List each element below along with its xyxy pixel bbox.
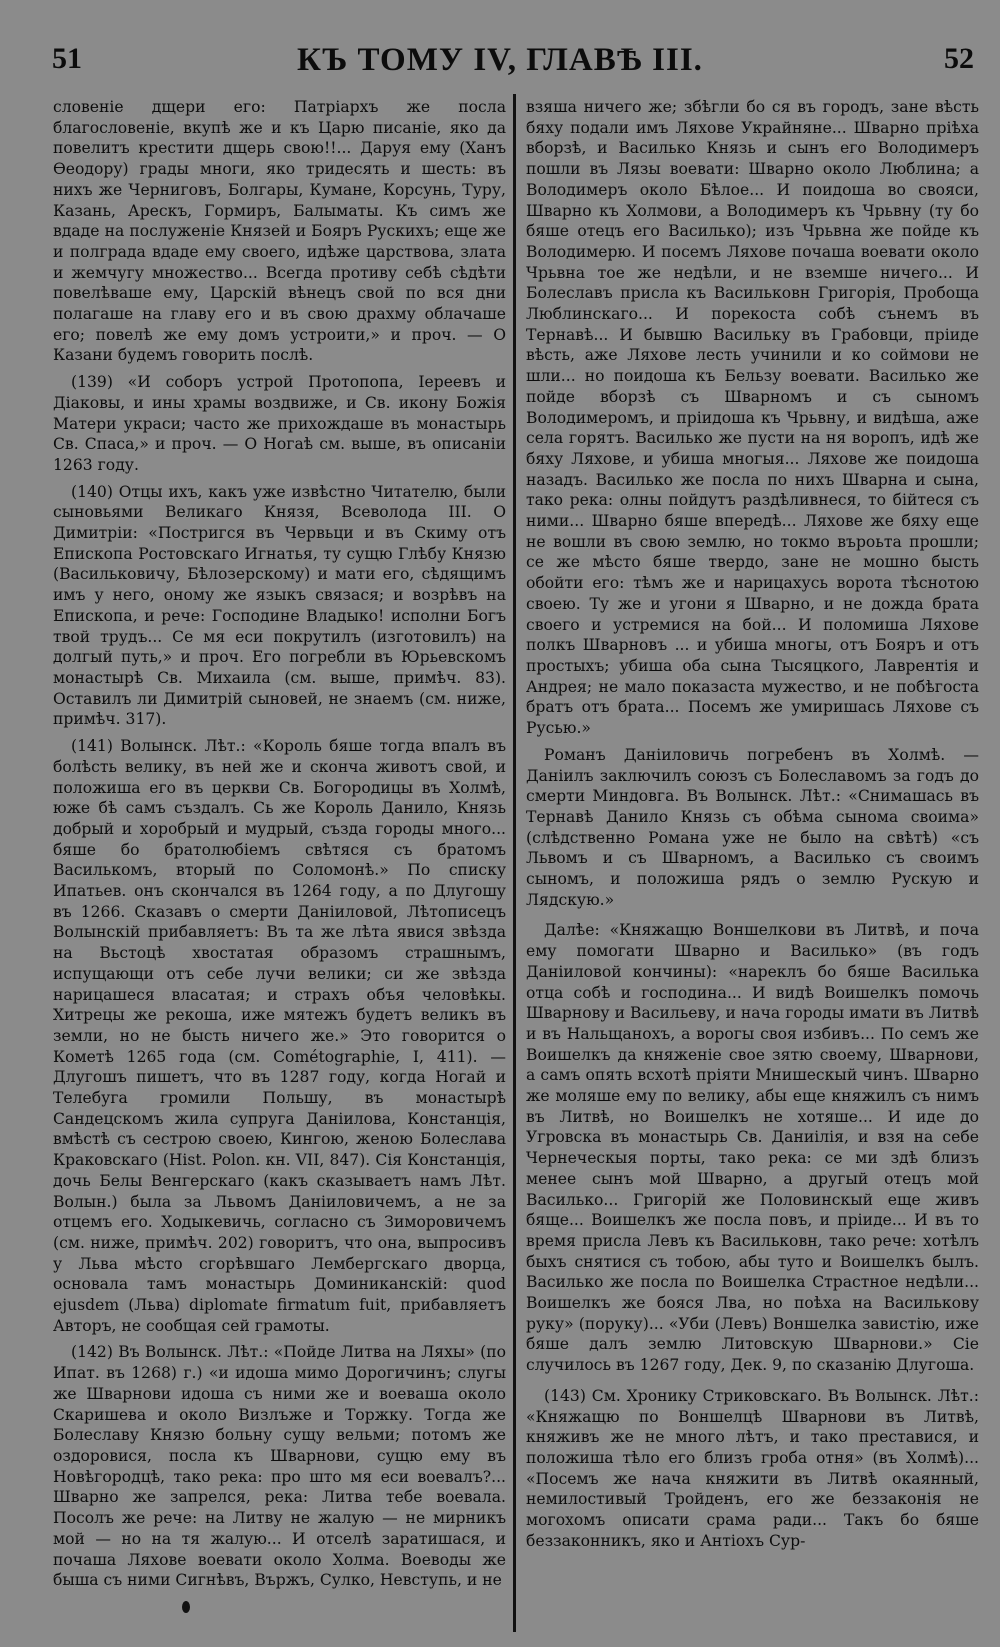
paragraph: взяша ничего же; збѣгли бо ся въ городъ, зане вѣсть бяху подали имъ Ляхове Украйняне... Шварно пріѣха вборзѣ, и Василько Князь и сынъ его Володимеръ пошли въ Лязы воевати: Шварно около Люблина; а Володимеръ около Бѣлое... И поидоша во свояси, Шварно къ Холмови, а Володимеръ къ Чрьвну (ту бо бяше отецъ его Василько); изъ Чрьвна же пойде къ Володимерю. И посемъ Ляхове почаша воевати около Чрьвна тое же недѣли, и не вземше ничего... И Болеславъ присла къ Васильковн Григорія, Пробоща Люблинскаго... И порекоста собѣ сънемъ въ Тернавѣ... И бывшю Васильку въ Грабовци, пріиде вѣсть, аже Ляхове лесть учинили и ко соймови не шли... но поидоша къ Бельзу воевати. Василько же пойде вборзѣ съ Шварномъ и съ сыномъ Володимеромъ, и пріидоша къ Чрьвну, и видѣша, аже села горятъ. Василько же пусти на ня воропъ, идѣ же бяху Ляхове, и убиша многыя... Ляхове же поидоша назадъ. Василько же посла по нихъ Шварна и сына, тако река: олны пойдутъ раздѣливнеся, то бійтеся съ ними... Шварно бяше впередѣ... Ляхове же бяху еще не вошли въ свою землю, но токмо въроьта прошли; се же мѣсто бяше твердо, зане не мошно бысть обойти его: тѣмъ же и нарицахусь ворота тѣснотою своею. Ту же и угони я Шварно, и не дожда брата своего и устремися на бой... И поломиша Ляхове полкъ Шварновъ ... и убиша многы, отъ Бояръ и отъ простыхъ; убиша оба сына Тысяцкого, Лаврентія и Андрея; не мало показаста мужество, и не побѣгоста братъ отъ брата... Посемъ же умиришась Ляхове съ Русью.» <box>526 98 979 738</box>
footnote-142: (142) Въ Волынск. Лѣт.: «Пойде Литва на Ляхы» (по Ипат. въ 1268) г.) «и идоша мимо Дорогичинъ; слугы же Шварнови идоша съ ними же и воеваша около Скаришева и около Визлъже и Торжку. Тогда же Болеславу Князю больну сущу вельми; потомъ же оздоровися, посла къ Шварнови, сущю ему въ Новѣгородцѣ, тако река: про што мя еси воевалъ?... Шварно же запрелся, река: Литва тебе воевала. Посолъ же рече: на Литву не жалую — не мирникъ мой — но на тя жалую... И отселѣ заратишася, и почаша Ляхове воевати около Холма. Воеводы же быша съ ними Сигнѣвъ, Вържъ, Сулко, Невступь, и не <box>53 1343 506 1590</box>
paragraph: Далѣе: «Княжащю Воншелкови въ Литвѣ, и поча ему помогати Шварно и Василько» (въ годъ Даніиловой кончины): «нареклъ бо бяше Василька отца собѣ и господина... И видѣ Воишелкъ помочь Шварнову и Васильеву, и нача городы имати въ Литвѣ и въ Нальщанохъ, а ворогы своя избивъ... По семъ же Воишелкъ да княженіе свое зятю своему, Шварнови, а самъ опять всхотѣ пріяти Мнишескый чинъ. Шварно же моляше ему по велику, абы еще княжилъ съ нимъ въ Литвѣ, но Воишелкъ не хотяше... И иде до Угровска въ монастырь Св. Даниілія, и взя на себе Чернеческыя порты, тако река: се ми здѣ близъ менее сынъ мой Шварно, а другый отецъ мой Василько... Григорій же Половинскый еще живъ бяще... Воишелкъ же посла повъ, и пріиде... И въ то время присла Левъ къ Васильковн, тако рече: хотѣлъ быхъ снятися съ тобою, абы туто и Воишелкъ былъ. Василько же посла по Воишелка Страстное недѣли... Воишелкъ же бояся Лва, но поѣха на Василькову руку» (поруку)... «Уби (Левъ) Воншелка завистію, иже бяше далъ землю Литовскую Шварнови.» Сіе случилось въ 1267 году, Дек. 9, по сказанію Длугоша. <box>526 921 979 1375</box>
page-number-right: 52 <box>944 42 974 75</box>
right-column <box>526 97 979 1558</box>
footnote-139: (139) «И соборъ устрой Протопопа, Іереевъ и Діаковы, и ины храмы воздвиже, и Св. икону Божія Матери украси; часто же прихождаше въ монастырь Св. Спаса,» и проч. — О Ногаѣ см. выше, въ описаніи 1263 году. <box>53 373 506 474</box>
page-header <box>0 0 1000 100</box>
page-title: КЪ ТОМУ IV, ГЛАВѢ III. <box>297 42 703 78</box>
ink-spot <box>182 1601 190 1613</box>
paragraph: словеніе дщери его: Патріархъ же посла благословеніе, вкупѣ же и къ Царю писаніе, яко да повелитъ крестити дщерь свою!!... Даруя ему (Ханъ Ѳеодору) грады многи, яко тридесять и шесть: въ нихъ же Черниговъ, Болгары, Кумане, Корсунь, Туру, Казань, Арескъ, Гормиръ, Балыматы. Къ симъ же вдаде на послуженіе Князей и Бояръ Рускихъ; еще же и полграда вдаде ему своего, идѣже царствова, злата и жемчугу множество... Всегда противу себѣ сѣдѣти повелѣваше ему, Царскій вѣнецъ свой по вся дни полагаше на главу его и въ свою драхму облачаше его; повелѣ же ему домъ устроити,» и проч. — О Казани будемъ говорить послѣ. <box>53 98 506 365</box>
left-column <box>53 97 506 1597</box>
footnote-140: (140) Отцы ихъ, какъ уже извѣстно Читателю, были сыновьями Великаго Князя, Всеволода III. О Димитріи: «Постригся въ Червьци и въ Скиму отъ Епископа Ростовскаго Игнатья, ту сущю Глѣбу Князю (Васильковичу, Бѣлозерскому) и мати его, сѣдящимъ имъ у него, оному же языкъ связася; и возрѣвъ на Епископа, и рече: Господине Владыко! исполни Богъ твой трудъ... Се мя еси покрутилъ (изготовилъ) на долгый путь,» и проч. Его погребли въ Юрьевскомъ монастырѣ Св. Михаила (см. выше, примѣч. 83). Оставилъ ли Димитрій сыновей, не знаемъ (см. ниже, примѣч. 317). <box>53 482 506 729</box>
column-divider <box>513 94 516 1632</box>
footnote-141: (141) Волынск. Лѣт.: «Король бяше тогда впалъ въ болѣсть велику, въ ней же и скончa животъ свой, и положиша его въ церкви Св. Богородицы въ Холмѣ, юже бѣ самъ създалъ. Сь же Король Данило, Князь добрый и хоробрый и мудрый, създа городы много... бяше бо братолюбіемъ свѣтяся съ братомъ Василькомъ, вторый по Соломонѣ.» По списку Ипатьев. онъ скончался въ 1264 году, а по Длугошу въ 1266. Сказавъ о смерти Даніиловой, Лѣтописецъ Волынскій прибавляетъ: Въ та же лѣта явися звѣзда на Вьстоцѣ хвостатая образомъ страшнымъ, испущающи отъ себе лучи велики; си же звѣзда нарицашеся власатая; и страхъ объя человѣкы. Хитрецы же рекоша, иже мятежъ будетъ великъ въ земли, но не бысть ничего же.» Это говорится о Кометѣ 1265 года (см. Cométographie, I, 411). — Длугошъ пишетъ, что въ 1287 году, когда Ногай и Телебуга громили Польшу, въ монастырѣ Сандецскомъ жила супруга Даніилова, Констанція, вмѣстѣ съ сестрою своею, Кингою, женою Болеслава Краковскаго (Hist. Polon. кн. VII, 847). Сія Констанція, дочь Белы Венгерскаго (какъ сказываетъ намъ Лѣт. Волын.) была за Львомъ Даніиловичемъ, а не за отцемъ его. Ходыкевичь, согласно съ Зиморовичемъ (см. ниже, примѣч. 202) говоритъ, что она, выпросивъ у Льва мѣсто сгорѣвшаго Лембергскаго дворца, основала тамъ монастырь Доминиканскій: quod ejusdem (Льва) diplomate firmatum fuit, прибавляетъ Авторъ, не сообщая сей грамоты. <box>53 737 506 1335</box>
paragraph: Романъ Даніиловичь погребенъ въ Холмѣ. — Даніилъ заключилъ союзъ съ Болеславомъ за годъ до смерти Миндовга. Въ Волынск. Лѣт.: «Снимашась въ Тернавѣ Данило Князь съ обѣма сынома своима» (слѣдственно Романа уже не было на свѣтѣ) «съ Львомъ и съ Шварномъ, а Василько съ своимъ сыномъ, и положиша рядъ о землю Рускую и Лядскую.» <box>526 745 979 909</box>
footnote-143: (143) См. Хронику Стриковскаго. Въ Волынск. Лѣт.: «Княжащю по Воншелцѣ Шварнови въ Литвѣ, княживъ же не много лѣтъ, и тако преставися, и положиша тѣло его близъ гроба отня» (въ Холмѣ)... «Посемъ же нача княжити въ Литвѣ окаянный, немилостивый Тройденъ, его же беззаконія не могохомъ описати срама ради... Такъ бо бяше беззаконникъ, яко и Антіохъ Сур- <box>526 1386 979 1550</box>
page-number-left: 51 <box>52 42 82 75</box>
